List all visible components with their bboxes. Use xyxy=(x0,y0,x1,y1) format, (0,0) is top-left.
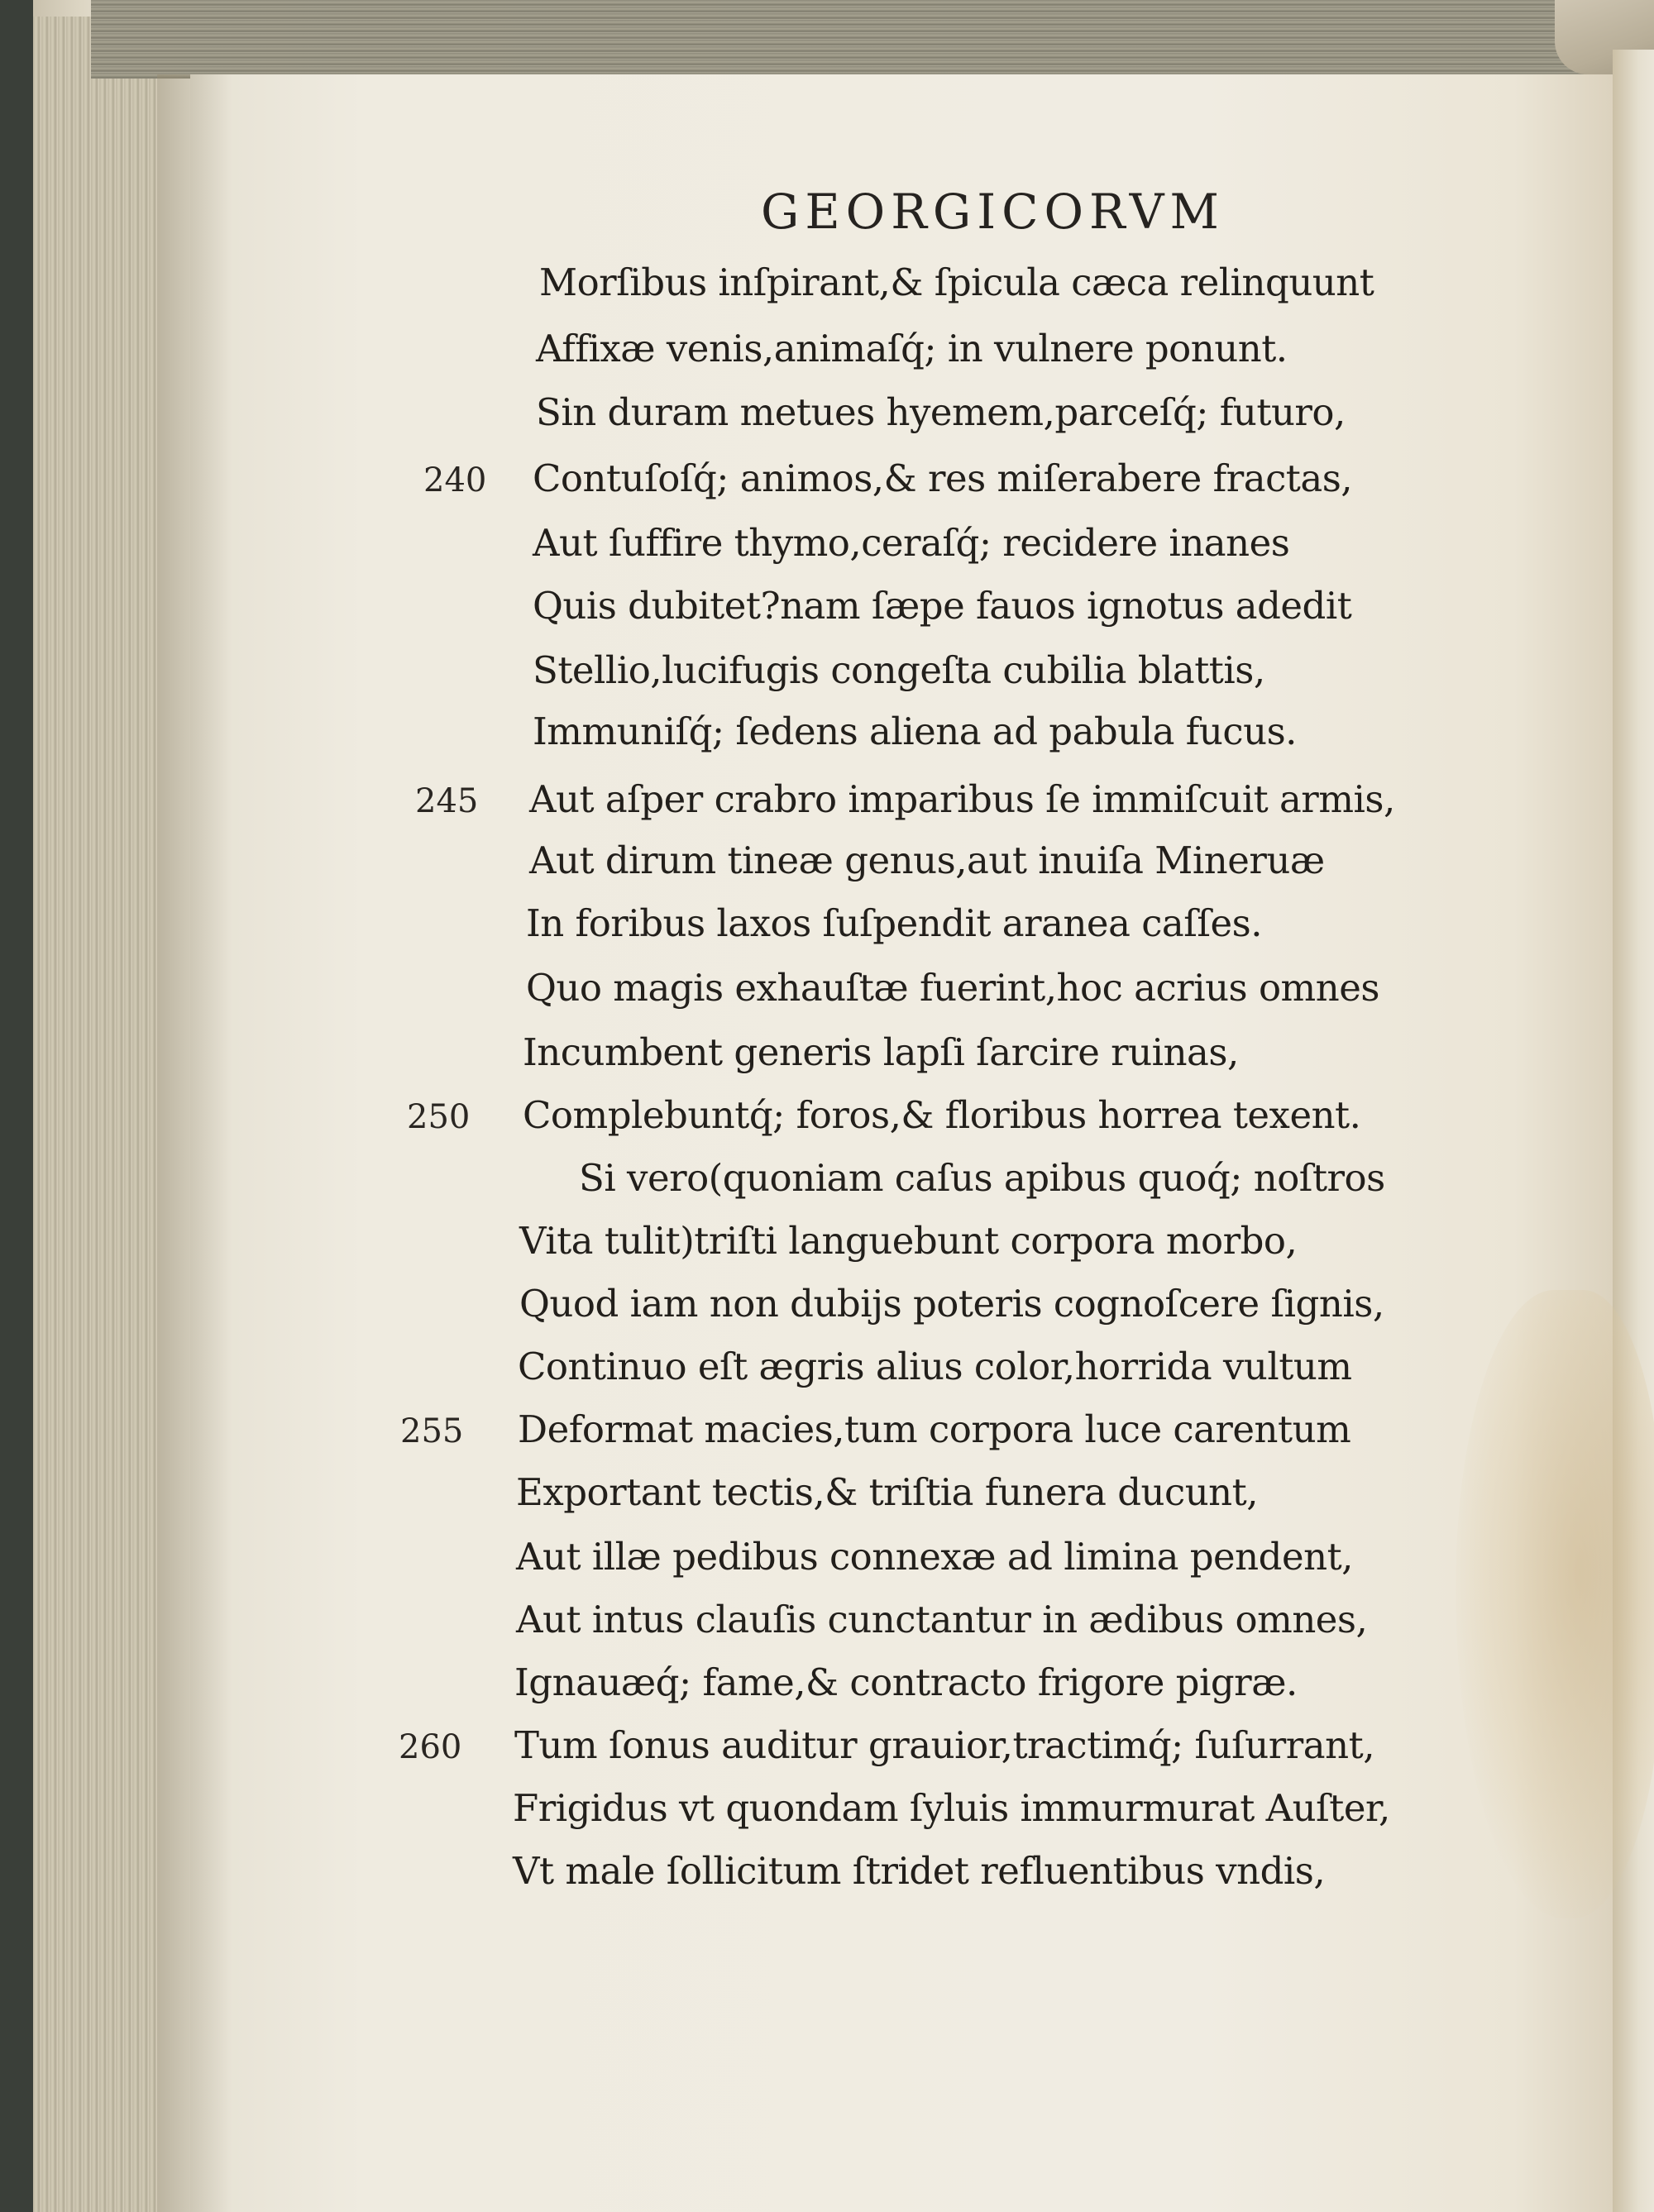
line-number: 260 xyxy=(399,1728,462,1766)
line-number: 245 xyxy=(415,782,479,820)
verse-line: Affixæ venis,animaſq́; in vulnere ponunt. xyxy=(536,327,1288,370)
line-number: 240 xyxy=(423,461,487,499)
verse-line: Stellio,lucifugis congeſta cubilia blattis, xyxy=(533,648,1265,692)
verse-line: Contuſoſq́; animos,& res miſerabere fractas, xyxy=(533,456,1353,500)
verse-line: Aut dirum tineæ genus,aut inuiſa Mineruæ xyxy=(529,838,1325,882)
line-number: 250 xyxy=(407,1098,471,1136)
verse-line: Quo magis exhauſtæ fuerint,hoc acrius omnes xyxy=(526,966,1379,1010)
verse-line: Vita tulit)triſti languebunt corpora morbo, xyxy=(519,1219,1298,1263)
verse-line: Sin duram metues hyemem,parceſq́; futuro, xyxy=(536,390,1346,434)
line-number: 255 xyxy=(400,1412,464,1450)
running-title: GEORGICORVM xyxy=(761,184,1225,240)
verse-line: Vt male ſollicitum ſtridet refluentibus vndis, xyxy=(513,1849,1326,1893)
verse-line: Frigidus vt quondam ſyluis immurmurat Auſter, xyxy=(513,1786,1390,1830)
verse-line: Deformat macies,tum corpora luce carentum xyxy=(518,1407,1351,1451)
verse-line: Continuo eſt ægris alius color,horrida vultum xyxy=(518,1345,1352,1388)
page-edges-top xyxy=(91,0,1613,79)
facing-page-gutter xyxy=(1613,50,1654,2212)
verse-line: Si vero(quoniam caſus apibus quoq́; noſtros xyxy=(579,1156,1385,1200)
verse-line: Tum ſonus auditur grauior,tractimq́; ſuſurrant, xyxy=(514,1723,1374,1767)
verse-line: Morſibus inſpirant,& ſpicula cæca relinquunt xyxy=(539,260,1374,304)
verse-line: Ignauæq́; fame,& contracto frigore pigræ. xyxy=(514,1660,1298,1704)
verse-line: Quis dubitet?nam ſæpe fauos ignotus adedit xyxy=(533,584,1352,628)
verse-line: Aut intus clauſis cunctantur in ædibus omnes, xyxy=(516,1598,1368,1641)
verse-line: Immuniſq́; ſedens aliena ad pabula fucus. xyxy=(533,709,1297,753)
verse-line: Quod iam non dubijs poteris cognoſcere ſignis, xyxy=(519,1282,1384,1326)
verse-line: In foribus laxos ſuſpendit aranea caſſes. xyxy=(526,901,1263,945)
page-edges-left xyxy=(33,17,157,2212)
facing-page-bleed-title xyxy=(1315,194,1336,246)
verse-line: Exportant tectis,& triſtia funera ducunt, xyxy=(516,1470,1259,1514)
binding-shadow xyxy=(157,74,232,2212)
verse-line: Aut ſuffire thymo,ceraſq́; recidere inanes xyxy=(533,521,1290,565)
verse-line: Complebuntq́; foros,& floribus horrea texent. xyxy=(523,1093,1361,1137)
verse-line: Aut illæ pedibus connexæ ad limina pendent, xyxy=(516,1535,1353,1579)
verse-line: Incumbent generis lapſi ſarcire ruinas, xyxy=(523,1030,1239,1074)
verse-line: Aut aſper crabro imparibus ſe immiſcuit armis, xyxy=(529,777,1395,821)
